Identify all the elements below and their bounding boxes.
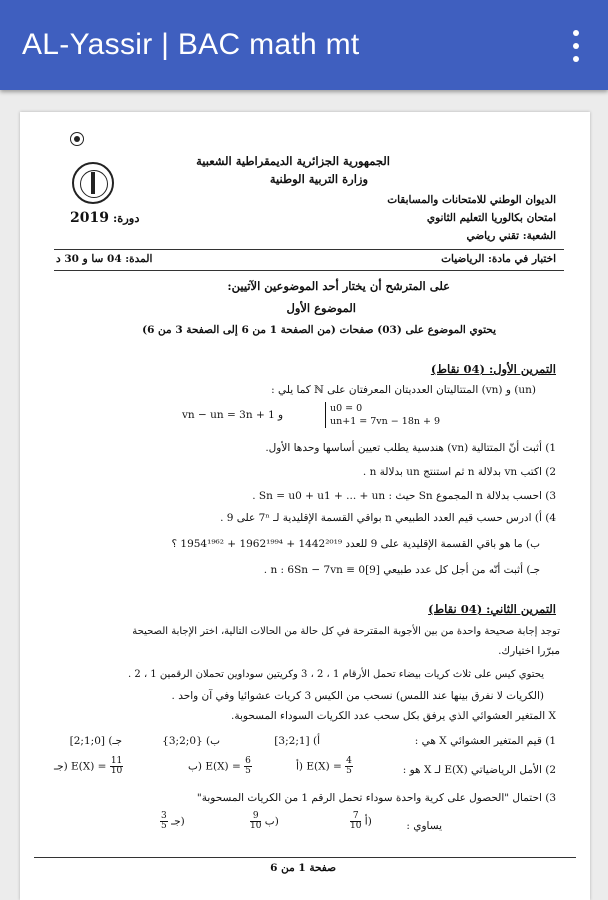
page-footer: صفحة 1 من 6 <box>270 862 336 874</box>
ex2-q3-b-label: ب) <box>264 815 279 828</box>
subject-line: اختبار في مادة: الرياضيات <box>441 253 556 265</box>
ex1-intro: (un) و (vn) المتتاليتان العدديتان المعرفتان على ℕ كما يلي : <box>271 384 536 396</box>
ex1-relation: vn − un = 3n + 1 <box>182 409 275 421</box>
duration-line: المدة: 04 سا و 30 د <box>56 253 153 265</box>
office-line: الديوان الوطني للامتحانات والمسابقات <box>387 194 556 206</box>
ex2-q3-c-den: 5 <box>161 821 167 831</box>
ex2-q2-a <box>296 757 353 776</box>
ex2-q3-c <box>160 812 185 831</box>
instruction-line: على المترشح أن يختار أحد الموضوعين الآتيين: <box>227 279 450 293</box>
ex1-system-line1: u0 = 0 <box>330 403 363 414</box>
ex2-q1-a: أ) [1;2;3] <box>274 735 320 747</box>
exercise-2-title: التمرين الثاني: (04 نقاط) <box>428 602 556 616</box>
more-vert-icon[interactable] <box>566 30 586 62</box>
branch-line: الشعبة: تقني رياضي <box>466 230 556 242</box>
ministry-line: وزارة التربية الوطنية <box>269 172 368 186</box>
ex2-line-3: X المتغير العشوائي الذي يرفق بكل سحب عدد الكريات السوداء المسحوبة. <box>231 710 556 722</box>
ex2-q2-b-lhs: ب) E(X) = <box>188 760 241 773</box>
ex2-line-2: (الكريات لا نفرق بينها عند اللمس) نسحب من الكيس 3 كريات عشوائيا وفي آن واحد . <box>171 690 544 702</box>
ex2-q3-a-label: أ) <box>364 815 372 828</box>
radio-icon <box>70 132 84 146</box>
ex1-system <box>325 402 440 428</box>
topic-title: الموضوع الأول <box>286 301 356 315</box>
exam-content <box>20 112 590 900</box>
ex2-q2-c-lhs: جـ) E(X) = <box>54 760 107 773</box>
exam-line: امتحان بكالوريا التعليم الثانوي <box>426 212 556 224</box>
app-bar <box>0 0 608 90</box>
ex2-q2-c-num: 11 <box>110 756 123 766</box>
ex1-system-line2: un+1 = 7vn − 18n + 9 <box>330 416 441 427</box>
ex2-intro-2: مبرّرا اختيارك. <box>498 645 560 657</box>
ex2-q1-b: ب) {0;2;3} <box>162 735 220 747</box>
ex2-q3-a-num: 7 <box>350 812 361 822</box>
ex2-q2-b <box>188 757 252 776</box>
ex2-q3-b-den: 10 <box>250 821 262 831</box>
ex2-q3-c-num: 3 <box>161 811 167 821</box>
topic-pages: يحتوي الموضوع على (03) صفحات (من الصفحة 1 من 6 إلى الصفحة 3 من 6) <box>142 324 496 336</box>
ex2-line-1: يحتوي كيس على ثلاث كريات بيضاء تحمل الأرقام 1 ، 2 ، 3 وكريتين سوداوين تحملان الرقمين 1 ، 2 . <box>128 669 544 680</box>
exercise-1-title: التمرين الأول: (04 نقاط) <box>430 362 556 376</box>
ex2-intro-1: توجد إجابة صحيحة واحدة من بين الأجوبة المقترحة في كل حالة من الحالات التالية، اختر الإجابة الصحيحة <box>132 626 560 637</box>
ex1-q3: 3) احسب بدلالة n المجموع Sn حيث : Sn = u0 + u1 + ... + un . <box>252 490 556 502</box>
ex2-q2-a-den: 5 <box>346 766 352 776</box>
session-label: دورة: <box>112 211 140 225</box>
app-title: AL-Yassir | BAC math mt <box>22 28 360 61</box>
ex1-and: و <box>278 409 284 421</box>
ex2-q2-c-den: 10 <box>110 766 123 776</box>
ex2-q2-a-lhs: أ) E(X) = <box>296 760 342 773</box>
ex2-q2-c <box>54 757 123 776</box>
document-page[interactable] <box>20 112 590 900</box>
ex1-q1: 1) أثبت أنّ المتتالية (vn) هندسية يطلب تعيين أساسها وحدها الأول. <box>265 442 556 454</box>
ex2-q3-a <box>350 812 372 831</box>
ex2-q3-b <box>250 812 279 831</box>
ex1-q4c: جـ) أثبت أنّه من أجل كل عدد طبيعي n : 6Sn − 7vn ≡ 0[9] . <box>263 564 540 576</box>
ex2-q3-b-num: 9 <box>250 812 261 822</box>
ex1-q2: 2) اكتب vn بدلالة n ثم استنتج un بدلالة n . <box>362 466 556 478</box>
ex2-q1-label: 1) قيم المتغير العشوائي X هي : <box>414 735 556 747</box>
ex2-q2-b-den: 5 <box>245 766 251 776</box>
session-year: 2019 <box>70 210 109 226</box>
ex2-q3-equals: يساوي : <box>406 820 442 832</box>
ex2-q2-a-num: 4 <box>346 756 352 766</box>
ministry-seal-icon <box>72 162 114 204</box>
republic-line: الجمهورية الجزائرية الديمقراطية الشعبية <box>196 154 390 168</box>
ex2-q2-b-num: 6 <box>245 756 251 766</box>
ex2-q1-c: جـ) [0;1;2] <box>69 735 122 747</box>
ex1-q4b: ب) ما هو باقي القسمة الإقليدية على 9 للعدد 1442²⁰¹⁹ + 1962¹⁹⁹⁴ + 1954¹⁹⁶² ؟ <box>171 538 540 550</box>
ex2-q2-label: 2) الأمل الرياضياتي E(X) لـ X هو : <box>402 764 556 776</box>
ex2-q3-a-den: 10 <box>350 821 362 831</box>
ex1-q4: 4) أ) ادرس حسب قيم العدد الطبيعي n بواقي القسمة الإقليدية لـ 7ⁿ على 9 . <box>220 512 556 524</box>
ex2-q3-c-label: جـ) <box>171 815 185 828</box>
ex2-q3-label: 3) احتمال "الحصول على كرية واحدة سوداء تحمل الرقم 1 من الكريات المسحوبة" <box>196 792 556 804</box>
session-line <box>70 210 139 226</box>
